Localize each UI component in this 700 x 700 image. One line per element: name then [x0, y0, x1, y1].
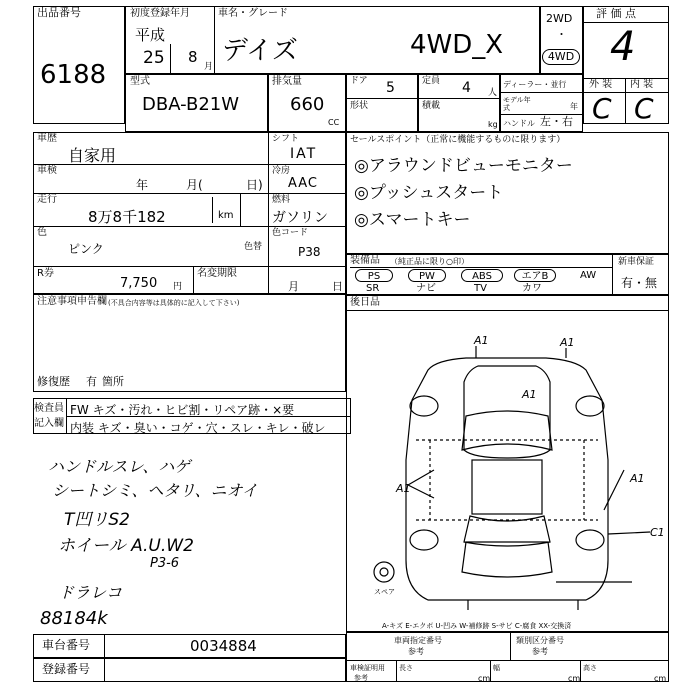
classification-label: 類別区分番号 — [516, 636, 564, 645]
drive-2wd: 2WD — [546, 12, 573, 25]
damage-mark-1: A1 — [474, 334, 489, 347]
inspection-month: 月( — [186, 178, 203, 192]
model-year-unit: 年 — [570, 102, 578, 111]
repair-value: 有 — [86, 375, 97, 388]
score-label: 評 価 点 — [596, 7, 636, 20]
inspector-label-1: 検査員 — [34, 403, 64, 414]
sales-point-1: ◎アラウンドビューモニター — [354, 156, 573, 176]
classification-ref: 参考 — [532, 647, 548, 656]
equip-sr: SR — [366, 283, 380, 294]
divider — [346, 660, 669, 661]
doors-label: ドア — [350, 76, 368, 86]
mileage-value: 8万8千182 — [88, 208, 166, 226]
mileage-unit: km — [218, 210, 234, 221]
handwritten-line-1: ハンドルスレ、ハゲ — [48, 457, 191, 476]
history-value: 自家用 — [68, 146, 117, 165]
divider — [583, 22, 669, 23]
length-label: 長さ — [399, 664, 413, 672]
color-change-label: 色替 — [244, 242, 263, 252]
car-windshield — [462, 411, 552, 450]
divider — [268, 132, 269, 294]
damage-arrow-right — [604, 470, 624, 510]
dealer-label: ディーラー・並行 — [503, 80, 567, 89]
caution-box — [33, 294, 346, 392]
divider — [490, 660, 491, 682]
seats-value: 4 — [462, 80, 471, 96]
damage-mark-5: A1 — [630, 472, 645, 485]
spare-tire-icon — [374, 562, 394, 582]
fuel-value: ガソリン — [272, 210, 328, 226]
divider — [510, 632, 511, 660]
equip-abs: ABS — [461, 269, 503, 282]
divider — [33, 193, 346, 194]
divider — [240, 193, 241, 226]
color-code: P38 — [298, 245, 321, 259]
divider — [346, 98, 418, 99]
drive-4wd: 4WD — [542, 49, 580, 65]
handwritten-line-2: シートシミ、ヘタリ、ニオイ — [52, 481, 258, 500]
inspection-day: 日) — [246, 178, 263, 192]
reg-label: 登録番号 — [42, 662, 91, 676]
handle-value: 左・右 — [540, 115, 573, 128]
era: 平成 — [135, 26, 166, 44]
first-reg-label: 初度登録年月 — [130, 8, 190, 19]
color-code-label: 色コード — [272, 228, 309, 238]
width-unit: cm — [568, 674, 581, 683]
height-unit: cm — [654, 674, 667, 683]
interior-label: 内 装 — [630, 79, 654, 90]
width-label: 幅 — [493, 664, 500, 672]
front-right-wheel — [576, 396, 604, 416]
history-label: 車歴 — [37, 133, 57, 144]
seats-unit: 人 — [488, 88, 498, 98]
inspector-row-2: 内装 キズ・臭い・コゲ・穴・スレ・キレ・破レ — [70, 421, 326, 435]
designation-ref: 参考 — [408, 647, 424, 656]
cert-ref: 参考 — [354, 674, 368, 682]
divider — [612, 254, 613, 296]
inspector-row-1: FW キズ・汚れ・ヒビ割・リペア跡・×要 — [70, 403, 295, 417]
displacement-label: 排気量 — [272, 76, 302, 87]
fuel-label: 燃料 — [272, 195, 291, 205]
car-roof — [472, 460, 542, 514]
type-label: 型式 — [130, 76, 150, 87]
damage-legend: A-キズ E-エクボ U-凹み W-補修跡 S-サビ C-腐食 XX-交換済 — [382, 622, 572, 630]
equip-navi: ナビ — [416, 283, 436, 294]
car-diagram — [346, 310, 669, 632]
inspector-label-2: 記入欄 — [34, 418, 64, 429]
recycle-label: R券 — [37, 268, 54, 279]
divider — [625, 78, 626, 124]
lot-number: 6188 — [40, 60, 107, 90]
handwritten-line-3: T凹リS2 — [64, 510, 130, 530]
handwritten-line-6: ドラレコ — [58, 583, 123, 602]
exterior-label: 外 装 — [589, 79, 613, 90]
color-label: 色 — [37, 227, 47, 238]
type-value: DBA-B21W — [142, 94, 240, 115]
seats-label: 定員 — [422, 76, 441, 86]
model-year-label: モデル年式 — [503, 96, 531, 112]
exterior-grade: C — [592, 92, 612, 125]
reg-month-unit: 月 — [204, 62, 214, 72]
reg-year: 25 — [143, 48, 165, 68]
warranty-value: 有・無 — [621, 276, 658, 290]
equipment-label: 装備品 — [350, 255, 380, 266]
rear-left-wheel — [410, 530, 438, 550]
sales-points-label: セールスポイント（正常に機能するものに限ります） — [350, 135, 566, 145]
equipment-note: （純正品に限り○印） — [390, 257, 469, 266]
length-unit: cm — [478, 674, 491, 683]
sales-point-2: ◎プッシュスタート — [354, 183, 504, 203]
chassis-label: 車台番号 — [42, 638, 91, 652]
divider — [396, 660, 397, 682]
load-label: 積載 — [422, 101, 441, 111]
rear-right-wheel — [576, 530, 604, 550]
divider — [212, 197, 213, 223]
handwritten-line-7: 88184k — [40, 608, 108, 629]
doors-value: 5 — [386, 80, 395, 96]
repair-label: 修復歴 — [37, 375, 70, 388]
height-label: 高さ — [583, 664, 597, 672]
name-change-label: 名変期限 — [197, 268, 237, 279]
aftermarket-label: 後日品 — [350, 297, 380, 308]
inspection-year: 年 — [136, 178, 149, 192]
equip-ps: PS — [355, 269, 393, 282]
caution-sub: (不具合内容等は具体的に記入して下さい) — [108, 299, 240, 307]
damage-mark-6: C1 — [650, 526, 665, 539]
shape-label: 形状 — [350, 101, 369, 111]
spare-tire-hub — [380, 568, 388, 576]
damage-line-c1 — [608, 532, 650, 534]
sales-point-3: ◎スマートキー — [354, 210, 471, 230]
recycle-value: 7,750 — [120, 276, 158, 291]
displacement-value: 660 — [290, 94, 325, 115]
divider — [350, 267, 612, 268]
cert-label: 車検証明用 — [350, 664, 385, 672]
shift-value: IAT — [290, 146, 318, 162]
mileage-label: 走行 — [37, 194, 57, 205]
recycle-unit: 円 — [173, 282, 183, 292]
designation-label: 車両指定番号 — [394, 636, 442, 645]
divider — [170, 44, 171, 74]
color-value: ピンク — [68, 242, 104, 256]
caution-label: 注意事項申告欄 — [37, 296, 107, 307]
damage-mark-4: A1 — [396, 482, 411, 495]
equip-tv: TV — [474, 283, 487, 294]
load-unit: kg — [488, 120, 498, 129]
divider — [580, 660, 581, 682]
damage-mark-2: A1 — [560, 336, 575, 349]
grade: 4WD_X — [410, 30, 504, 60]
equip-airbag: エアB — [514, 269, 556, 282]
model-label: 車名・グレード — [218, 8, 288, 19]
ac-value: AAC — [288, 176, 318, 191]
shift-label: シフト — [272, 134, 300, 144]
inspection-label: 車検 — [37, 165, 57, 176]
divider — [418, 98, 500, 99]
name-change-day: 日 — [332, 280, 343, 293]
lot-label: 出品番号 — [37, 6, 81, 19]
divider — [33, 266, 346, 267]
equip-leather: カワ — [522, 283, 542, 294]
displacement-unit: CC — [328, 118, 340, 127]
front-left-wheel — [410, 396, 438, 416]
car-body-outline — [406, 358, 608, 600]
ac-label: 冷房 — [272, 166, 291, 176]
name-change-month: 月 — [288, 280, 299, 293]
handwritten-line-5: P3-6 — [150, 556, 180, 571]
chassis-value: 0034884 — [190, 637, 257, 655]
spare-label: スペア — [374, 588, 395, 596]
divider — [500, 92, 583, 93]
repair-unit: 箇所 — [102, 375, 124, 388]
divider — [193, 266, 194, 294]
handwritten-line-4: ホイール A.U.W2 — [58, 536, 194, 556]
score-value: 4 — [610, 24, 636, 70]
reg-month: 8 — [188, 48, 198, 66]
damage-mark-3: A1 — [522, 388, 537, 401]
handle-label: ハンドル — [503, 119, 535, 128]
warranty-label: 新車保証 — [618, 257, 655, 267]
equip-aw: AW — [580, 270, 597, 281]
drive-dot: ・ — [556, 28, 567, 41]
equip-pw: PW — [408, 269, 446, 282]
interior-grade: C — [634, 92, 654, 125]
model-name: デイズ — [222, 36, 298, 66]
car-rear-hatch — [462, 542, 552, 577]
